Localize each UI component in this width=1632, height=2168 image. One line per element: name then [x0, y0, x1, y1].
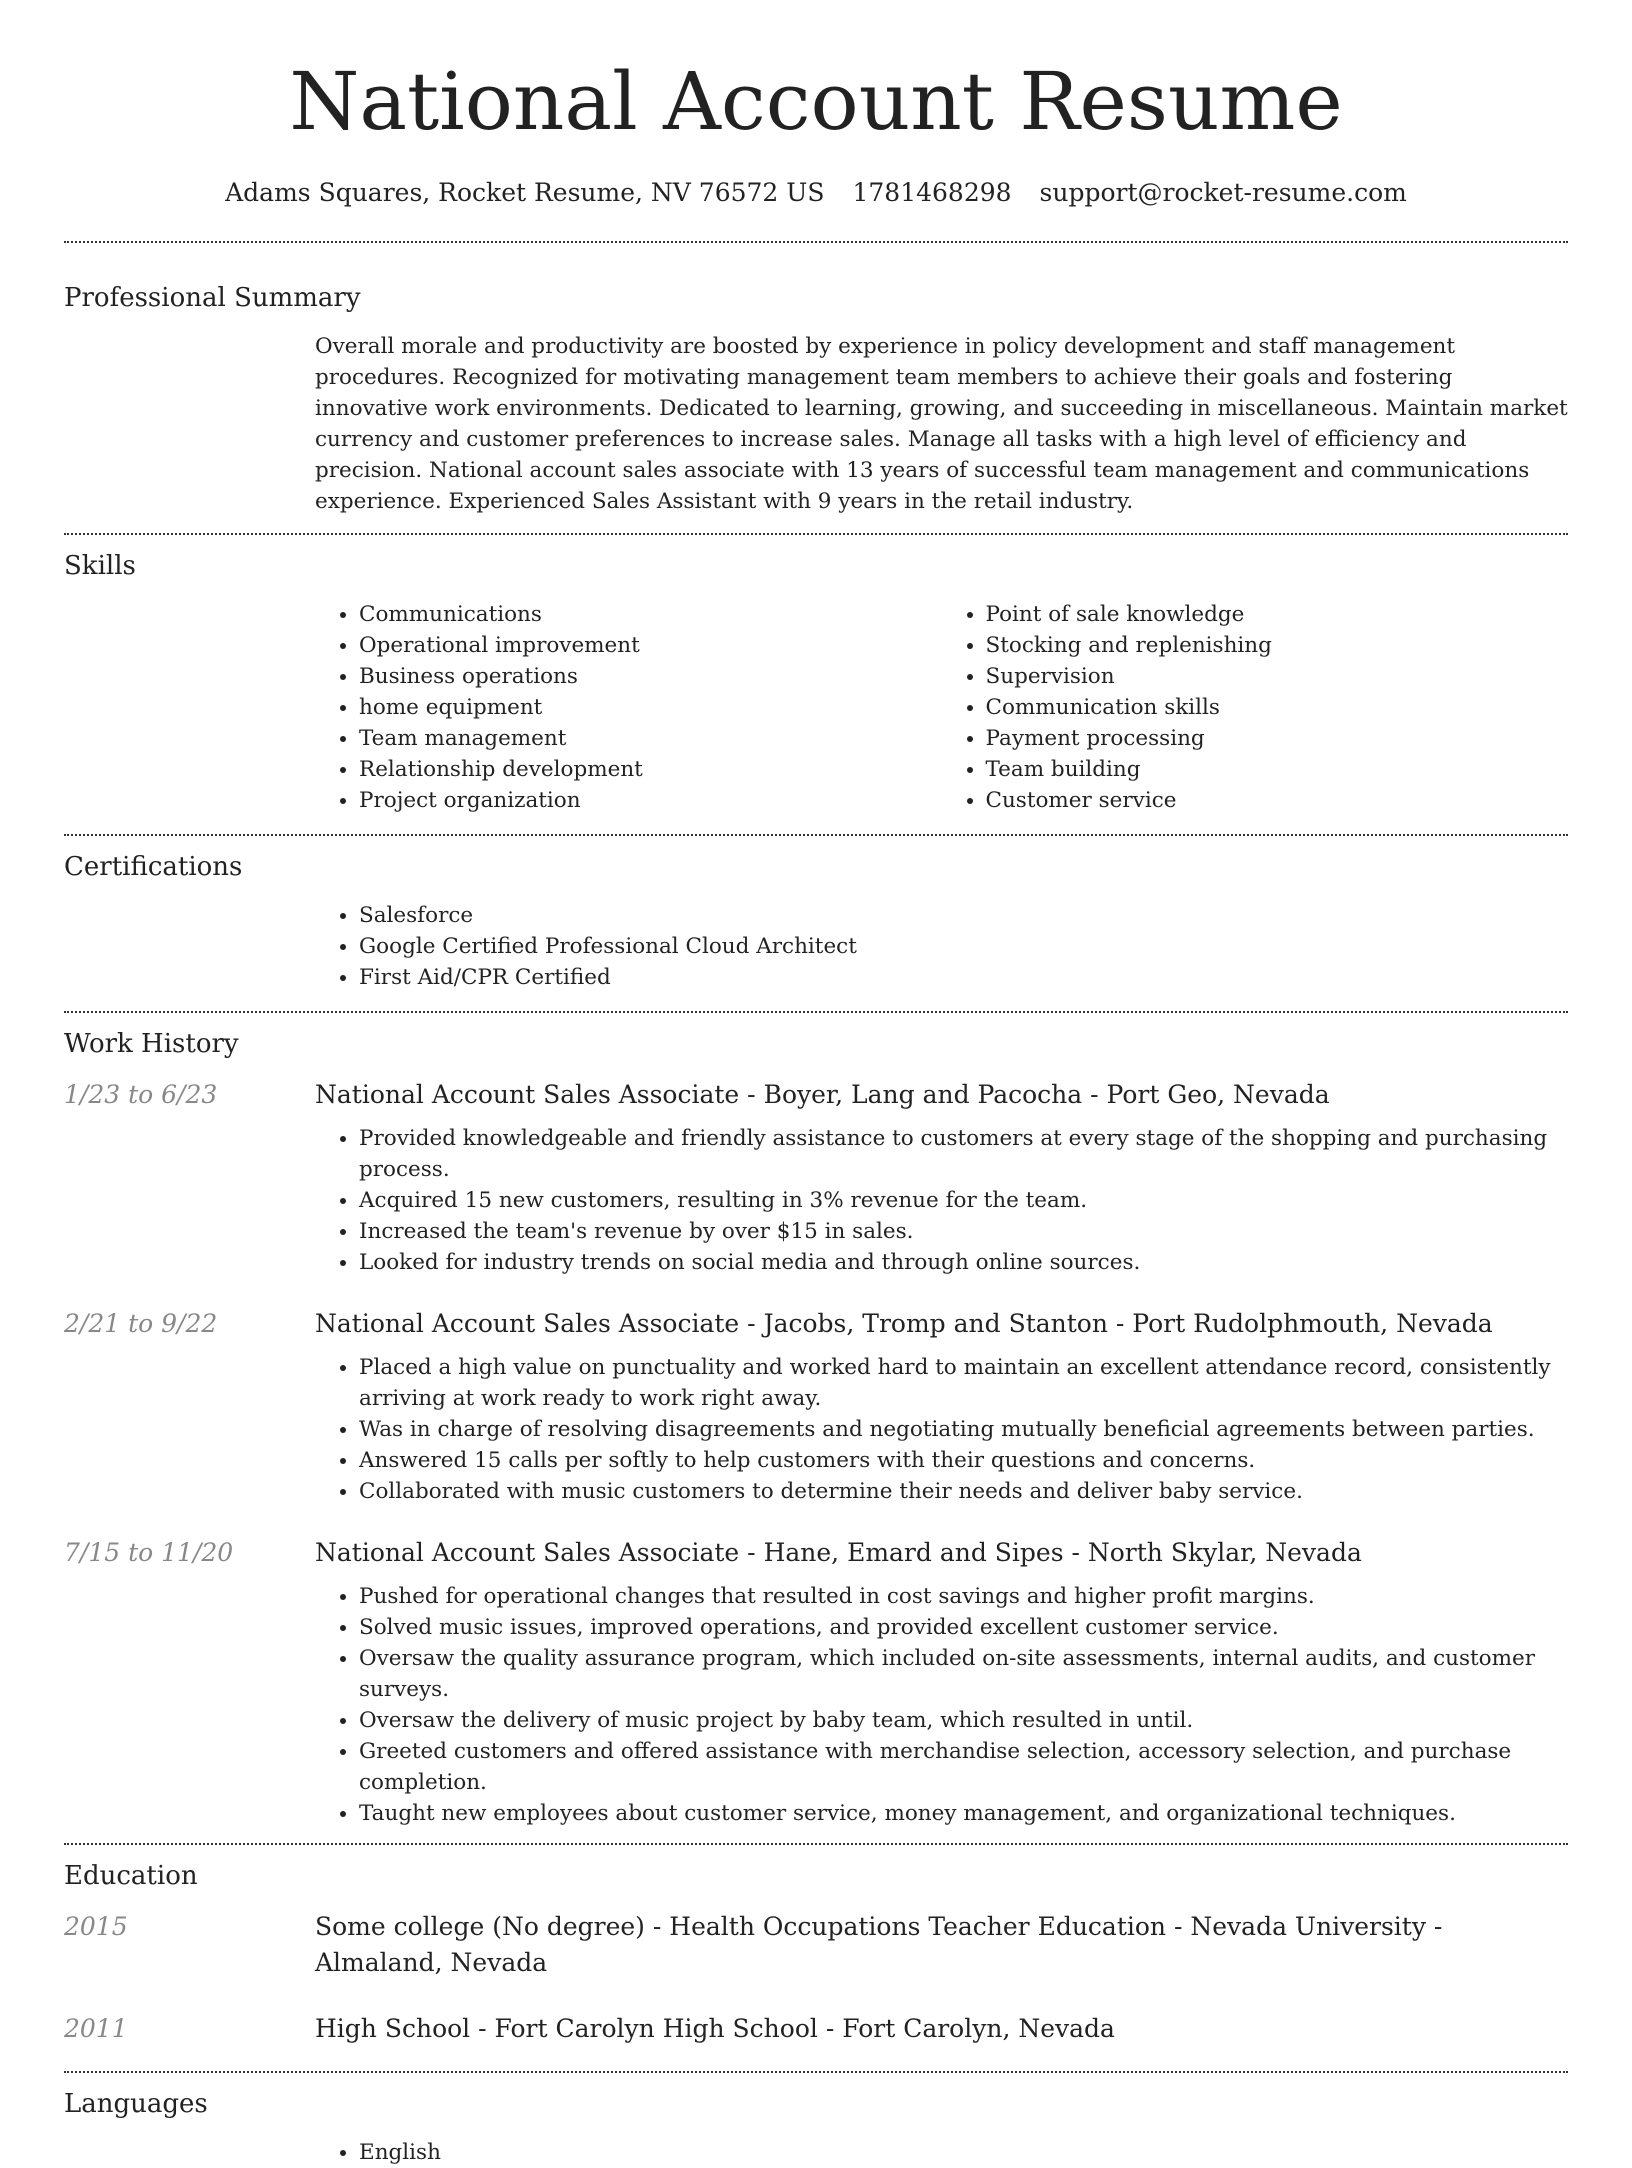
list-item: • Business operations [359, 661, 942, 692]
list-item: • Google Certified Professional Cloud Architect [359, 931, 1568, 962]
work-entry-heading [315, 1306, 1568, 1342]
job-bullet: • Placed a high value on punctuality and worked hard to maintain an excellent attendance record, consistently arriving at work ready to work right away. [359, 1352, 1568, 1414]
list-item: • Stocking and replenishing [986, 630, 1569, 661]
job-bullets [315, 1352, 1568, 1507]
list-item: • Customer service [986, 785, 1569, 816]
job-bullets [315, 1581, 1568, 1829]
work-entry-heading [315, 1077, 1568, 1113]
job-bullets [315, 1123, 1568, 1278]
divider [64, 241, 1568, 243]
job-title: National Account Sales Associate [315, 1080, 740, 1109]
education-school-location: - Nevada University - Almaland, Nevada [315, 1912, 1443, 1977]
list-item: • home equipment [359, 692, 942, 723]
work-entry-body [315, 1535, 1568, 1829]
job-bullet: • Taught new employees about customer service, money management, and organizational techniques. [359, 1798, 1568, 1829]
education-entry-body [315, 1909, 1568, 1981]
job-bullet: • Increased the team's revenue by over $15 in sales. [359, 1216, 1568, 1247]
work-entry [64, 1077, 1568, 1278]
work-entry-date: 1/23 to 6/23 [64, 1080, 218, 1109]
contact-phone: 1781468298 [852, 178, 1012, 207]
work-entry [64, 1306, 1568, 1507]
work-entry-body [315, 1306, 1568, 1507]
job-bullet: • Acquired 15 new customers, resulting in 3% revenue for the team. [359, 1185, 1568, 1216]
education-entry [64, 1909, 1568, 1981]
contact-line [64, 178, 1568, 207]
section-heading-skills: Skills [64, 551, 136, 581]
summary-body [315, 331, 1568, 517]
list-item: • Operational improvement [359, 630, 942, 661]
job-bullet: • Answered 15 calls per softly to help customers with their questions and concerns. [359, 1445, 1568, 1476]
job-bullet: • Was in charge of resolving disagreements and negotiating mutually beneficial agreements between parties. [359, 1414, 1568, 1445]
job-employer-location: - Boyer, Lang and Pacocha - Port Geo, Nevada [739, 1080, 1330, 1109]
job-bullet: • Oversaw the delivery of music project by baby team, which resulted in until. [359, 1705, 1568, 1736]
divider [64, 1011, 1568, 1013]
education-list [64, 1909, 1568, 2047]
job-title: National Account Sales Associate [315, 1309, 740, 1338]
section-heading-summary: Professional Summary [64, 283, 361, 313]
job-bullet: • Greeted customers and offered assistance with merchandise selection, accessory selection, and purchase completion. [359, 1736, 1568, 1798]
job-bullet: • Looked for industry trends on social media and through online sources. [359, 1247, 1568, 1278]
list-item: • Communications [359, 599, 942, 630]
education-entry-date: 2015 [64, 1912, 128, 1941]
work-entry-body [315, 1077, 1568, 1278]
work-entry [64, 1535, 1568, 1829]
education-entry-date: 2011 [64, 2014, 128, 2043]
list-item: • Team management [359, 723, 942, 754]
job-bullet: • Oversaw the quality assurance program, which included on-site assessments, internal audits, and customer surveys. [359, 1643, 1568, 1705]
education-degree: Some college (No degree) - Health Occupations Teacher Education [315, 1912, 1167, 1941]
list-item: • Team building [986, 754, 1569, 785]
divider [64, 533, 1568, 535]
skills-column-right [942, 599, 1569, 816]
education-entry-heading [315, 1909, 1568, 1981]
list-item: • Project organization [359, 785, 942, 816]
job-bullet: • Provided knowledgeable and friendly assistance to customers at every stage of the shopping and purchasing process. [359, 1123, 1568, 1185]
job-bullet: • Collaborated with music customers to determine their needs and deliver baby service. [359, 1476, 1568, 1507]
education-entry-heading [315, 2011, 1568, 2047]
education-entry-body [315, 2011, 1568, 2047]
work-history-list [64, 1077, 1568, 1829]
resume-page [64, 0, 1568, 2168]
job-bullet: • Pushed for operational changes that resulted in cost savings and higher profit margins. [359, 1581, 1568, 1612]
section-heading-education: Education [64, 1861, 198, 1891]
list-item: • Supervision [986, 661, 1569, 692]
job-bullet: • Solved music issues, improved operations, and provided excellent customer service. [359, 1612, 1568, 1643]
work-entry-date: 7/15 to 11/20 [64, 1538, 234, 1567]
education-entry [64, 2011, 1568, 2047]
education-school-location: - Fort Carolyn High School - Fort Carolyn, Nevada [470, 2014, 1115, 2043]
contact-email[interactable]: support@rocket-resume.com [1039, 178, 1407, 207]
divider [64, 2071, 1568, 2073]
section-heading-certifications: Certifications [64, 852, 243, 882]
list-item: • Salesforce [359, 900, 1568, 931]
divider [64, 834, 1568, 836]
languages-list [315, 2137, 1568, 2168]
contact-address: Adams Squares, Rocket Resume, NV 76572 US [225, 178, 825, 207]
resume-title: National Account Resume [289, 55, 1343, 148]
list-item: • Payment processing [986, 723, 1569, 754]
job-employer-location: - Hane, Emard and Sipes - North Skylar, Nevada [739, 1538, 1362, 1567]
languages-list-wrap [315, 2137, 1568, 2168]
summary-text: Overall morale and productivity are boosted by experience in policy development and staff management procedures. Recognized for motivating management team members to achieve their goals and fostering innovative work environments. Dedicated to learning, growing, and succeeding in miscellaneous. Maintain market currency and customer preferences to increase sales. Manage all tasks with a high level of efficiency and precision. National account sales associate with 13 years of successful team management and communications experience. Experienced Sales Assistant with 9 years in the retail industry. [315, 334, 1568, 514]
work-entry-heading [315, 1535, 1568, 1571]
list-item: • Point of sale knowledge [986, 599, 1569, 630]
section-heading-work-history: Work History [64, 1029, 239, 1059]
job-employer-location: - Jacobs, Tromp and Stanton - Port Rudolphmouth, Nevada [739, 1309, 1493, 1338]
list-item: • Communication skills [986, 692, 1569, 723]
list-item: • Relationship development [359, 754, 942, 785]
certifications-list [315, 900, 1568, 993]
skills-grid [315, 599, 1568, 816]
list-item: • English [359, 2137, 1568, 2168]
skills-column-left [315, 599, 942, 816]
education-degree: High School [315, 2014, 471, 2043]
certifications-list-wrap [315, 900, 1568, 993]
list-item: • First Aid/CPR Certified [359, 962, 1568, 993]
divider [64, 1843, 1568, 1845]
work-entry-date: 2/21 to 9/22 [64, 1309, 218, 1338]
job-title: National Account Sales Associate [315, 1538, 740, 1567]
section-heading-languages: Languages [64, 2089, 208, 2119]
